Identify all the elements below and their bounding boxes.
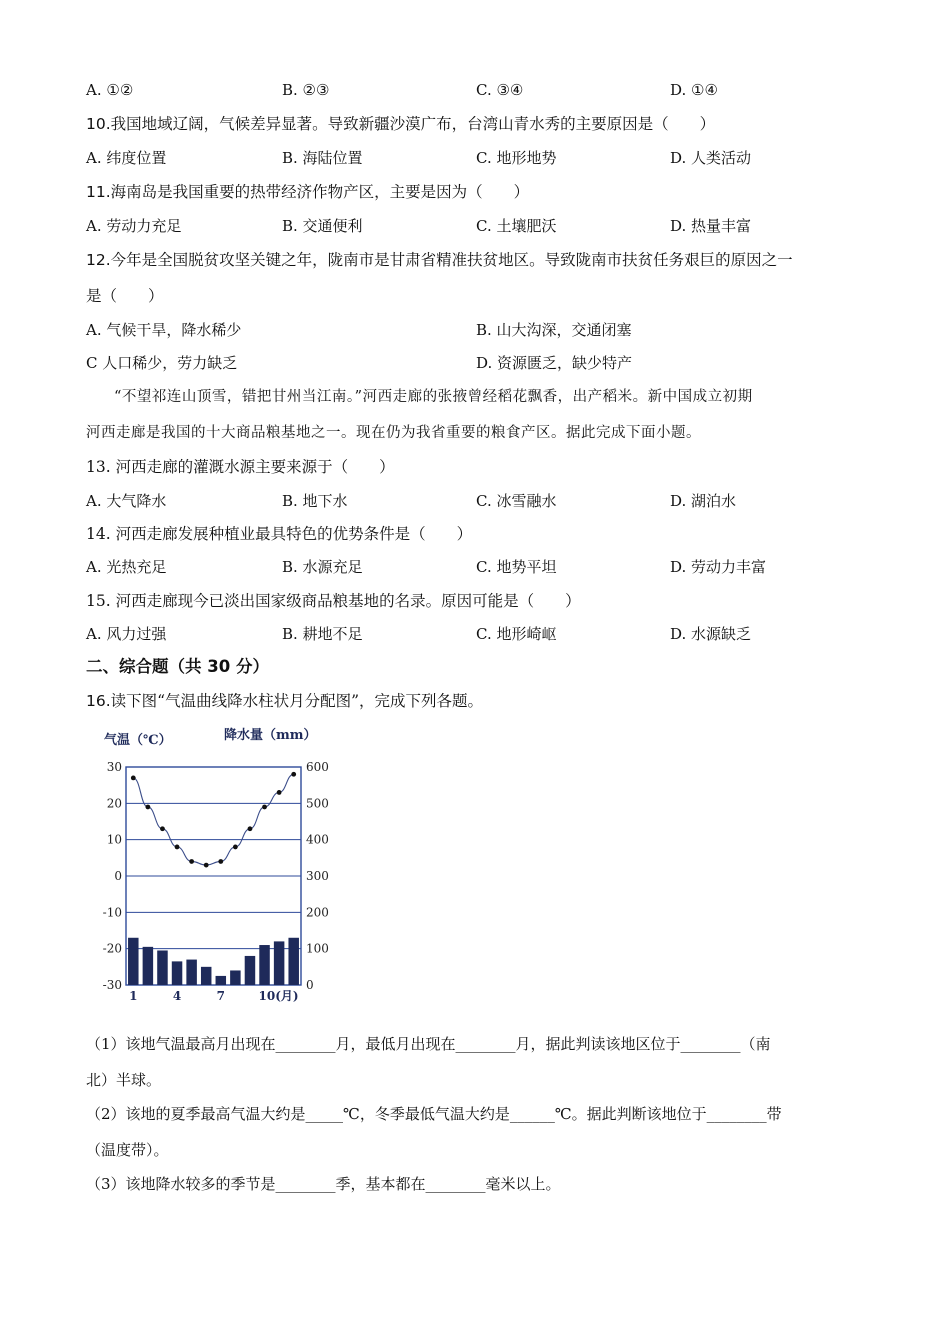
q10-stem: [86, 114, 715, 134]
q16-sub2-line1: （2）该地的夏季最高气温大约是_____℃，冬季最低气温大约是______℃。据此判断该地位于________带: [86, 1105, 782, 1123]
q15-stem: 15. 河西走廊现今已淡出国家级商品粮基地的名录。原因可能是（ ）: [86, 592, 581, 610]
q13-options: [86, 491, 866, 511]
q11-stem: [86, 182, 529, 202]
q9-option-c[interactable]: C. ③④: [476, 81, 524, 99]
precip-bar-month-6: [201, 967, 212, 985]
q10-option-d[interactable]: D. 人类活动: [670, 149, 752, 167]
temp-point-month-1: [131, 776, 136, 781]
temp-point-month-7: [218, 859, 223, 864]
precip-axis-label: 降水量（mm）: [224, 728, 317, 743]
q10-option-a[interactable]: A. 纬度位置: [86, 149, 167, 167]
q14-options: [86, 557, 866, 577]
q16-sub2-line2: （温度带）。: [86, 1141, 169, 1159]
q12-option-d[interactable]: D. 资源匮乏，缺少特产: [476, 354, 633, 372]
q13-option-c[interactable]: C. 冰雪融水: [476, 492, 557, 510]
q10-text: 我国地域辽阔，气候差异显著。导致新疆沙漠广布，台湾山青水秀的主要原因是（ ）: [110, 115, 716, 133]
q12-option-c[interactable]: C 人口稀少，劳力缺乏: [86, 354, 238, 372]
precip-tick-label: 300: [306, 869, 329, 883]
q16-number: 16.: [86, 692, 111, 710]
q12-options-row2: [86, 353, 866, 373]
precip-bar-month-1: [128, 938, 139, 985]
q9-option-a[interactable]: A. ①②: [86, 81, 134, 99]
precip-bar-month-9: [245, 956, 256, 985]
precip-bar-month-4: [172, 961, 183, 985]
q14-option-b[interactable]: B. 水源充足: [282, 558, 363, 576]
q16-sub1-line1: （1）该地气温最高月出现在________月，最低月出现在________月，据此判读该地区位于________（南: [86, 1035, 771, 1053]
q14-option-a[interactable]: A. 光热充足: [86, 558, 167, 576]
month-tick-label: 7: [216, 989, 225, 1003]
temp-point-month-11: [277, 790, 282, 795]
section-2-title: 二、综合题（共 30 分）: [86, 657, 269, 676]
q13-option-b[interactable]: B. 地下水: [282, 492, 348, 510]
q16-sub3: （3）该地降水较多的季节是________季，基本都在________毫米以上。: [86, 1175, 561, 1193]
q16-sub1-line2: 北）半球。: [86, 1071, 162, 1089]
passage-line2: 河西走廊是我国的十大商品粮基地之一。现在仍为我省重要的粮食产区。据此完成下面小题。: [86, 425, 701, 441]
temp-point-month-12: [291, 772, 296, 777]
precip-bar-month-3: [157, 950, 168, 985]
temp-tick-label: -20: [102, 941, 122, 956]
q9-option-d[interactable]: D. ①④: [670, 81, 718, 99]
precip-bar-month-5: [186, 960, 197, 985]
q15-option-c[interactable]: C. 地形崎岖: [476, 625, 557, 643]
q15-option-d[interactable]: D. 水源缺乏: [670, 625, 752, 643]
q16-stem: [86, 691, 483, 711]
q12-stem-line1: [86, 250, 793, 270]
precip-tick-label: 600: [306, 760, 329, 774]
q15-option-b[interactable]: B. 耕地不足: [282, 625, 363, 643]
q12-option-a[interactable]: A. 气候干旱，降水稀少: [86, 321, 242, 339]
temp-tick-label: -10: [102, 905, 122, 920]
precip-bar-month-12: [288, 938, 299, 985]
q14-stem: 14. 河西走廊发展种植业最具特色的优势条件是（ ）: [86, 525, 473, 543]
temp-point-month-10: [262, 805, 267, 810]
q10-options: [86, 148, 866, 168]
passage-line1: “不望祁连山顶雪，错把甘州当江南。”河西走廊的张掖曾经稻花飘香，出产稻米。新中国成立初期: [114, 389, 753, 405]
precip-bar-month-7: [216, 976, 227, 985]
temp-point-month-9: [248, 826, 253, 831]
month-tick-label: 4: [172, 989, 182, 1003]
temp-tick-label: 10: [106, 832, 122, 847]
temp-point-month-2: [145, 805, 150, 810]
precip-tick-label: 0: [306, 978, 314, 992]
month-tick-label: 10(月): [258, 989, 299, 1003]
q10-number: 10.: [86, 115, 111, 133]
q9-options: [86, 80, 866, 100]
temp-point-month-6: [204, 863, 209, 868]
q11-option-a[interactable]: A. 劳动力充足: [86, 217, 182, 235]
temperature-curve: [131, 772, 296, 868]
q12-stem-line2: 是（ ）: [86, 287, 164, 305]
q11-number: 11.: [86, 183, 111, 201]
q15-option-a[interactable]: A. 风力过强: [86, 625, 167, 643]
temp-tick-label: -30: [102, 978, 122, 992]
q11-option-b[interactable]: B. 交通便利: [282, 217, 363, 235]
temp-point-month-5: [189, 859, 194, 864]
temp-point-month-4: [175, 845, 180, 850]
q14-option-c[interactable]: C. 地势平坦: [476, 558, 557, 576]
q10-option-c[interactable]: C. 地形地势: [476, 149, 557, 167]
climate-chart: [96, 722, 346, 1007]
q11-option-d[interactable]: D. 热量丰富: [670, 217, 752, 235]
precip-tick-label: 100: [306, 941, 329, 956]
precip-bar-month-10: [259, 945, 270, 985]
temp-tick-label: 0: [114, 869, 122, 883]
precip-bar-month-2: [143, 947, 154, 985]
q12-number: 12.: [86, 251, 111, 269]
q15-options: [86, 624, 866, 644]
temp-tick-label: 30: [106, 760, 122, 774]
q13-option-a[interactable]: A. 大气降水: [86, 492, 167, 510]
q16-text: 读下图“气温曲线降水柱状月分配图”，完成下列各题。: [110, 692, 484, 710]
precipitation-bars: [128, 938, 299, 985]
q11-text: 海南岛是我国重要的热带经济作物产区，主要是因为（ ）: [110, 183, 530, 201]
temp-tick-label: 20: [106, 796, 122, 811]
precip-tick-label: 400: [306, 832, 329, 847]
temp-axis-label: 气温（℃）: [104, 733, 172, 748]
q9-option-b[interactable]: B. ②③: [282, 81, 330, 99]
precip-bar-month-8: [230, 970, 241, 985]
q11-option-c[interactable]: C. 土壤肥沃: [476, 217, 557, 235]
temp-point-month-8: [233, 845, 238, 850]
precip-tick-label: 500: [306, 796, 329, 811]
q12-options-row1: [86, 320, 866, 340]
q13-option-d[interactable]: D. 湖泊水: [670, 492, 737, 510]
q14-option-d[interactable]: D. 劳动力丰富: [670, 558, 767, 576]
q11-options: [86, 216, 866, 236]
precip-tick-label: 200: [306, 905, 329, 920]
q13-stem: 13. 河西走廊的灌溉水源主要来源于（ ）: [86, 458, 395, 476]
month-tick-label: 1: [129, 989, 138, 1003]
q12-option-b[interactable]: B. 山大沟深，交通闭塞: [476, 321, 632, 339]
precip-bar-month-11: [274, 941, 285, 985]
temp-point-month-3: [160, 826, 165, 831]
q10-option-b[interactable]: B. 海陆位置: [282, 149, 363, 167]
q12-text-1: 今年是全国脱贫攻坚关键之年，陇南市是甘肃省精准扶贫地区。导致陇南市扶贫任务艰巨的原因之一: [110, 251, 793, 269]
temperature-line: [133, 774, 293, 865]
